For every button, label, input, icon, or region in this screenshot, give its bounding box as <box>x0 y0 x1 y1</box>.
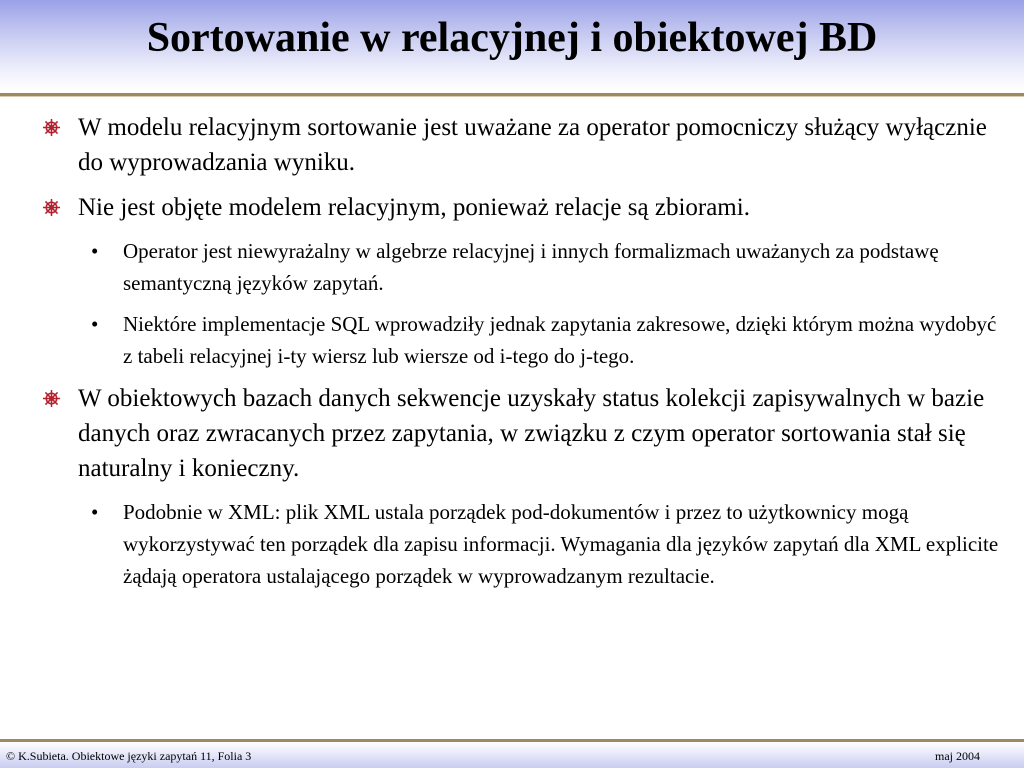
bullet-item <box>78 110 994 180</box>
bullet-dot-icon: • <box>91 312 99 336</box>
sub-bullet-item <box>91 308 1010 372</box>
bullet-item <box>78 190 994 225</box>
bullet-dot-icon: • <box>91 239 99 263</box>
footer-copyright: © K.Subieta. Obiektowe języki zapytań 11, Folia 3 <box>6 749 252 763</box>
footer-date: maj 2004 <box>935 749 980 763</box>
sub-bullet-item <box>91 235 1010 299</box>
bullet-text: W modelu relacyjnym sortowanie jest uważane za operator pomocniczy służący wyłącznie do wyprowadzania wyniku. <box>78 114 987 176</box>
ship-wheel-icon <box>42 389 61 408</box>
slide-content <box>0 110 1024 601</box>
title-divider <box>0 93 1024 97</box>
sub-bullet-text: Podobnie w XML: plik XML ustala porządek pod-dokumentów i przez to użytkownicy mogą wykorzystywać ten porządek dla zapisu informacji. Wymagania dla języków zapytań dla XML explicite żądają operatora ustalającego porządek w wyprowadzanym rezultacie. <box>123 500 999 588</box>
ship-wheel-icon <box>42 198 61 217</box>
sub-bullet-text: Niektóre implementacje SQL wprowadziły jednak zapytania zakresowe, dzięki którym można wydobyć z tabeli relacyjnej i-ty wiersz lub wiersze od i-tego do j-tego. <box>123 312 997 368</box>
ship-wheel-icon <box>42 118 61 137</box>
bullet-text: W obiektowych bazach danych sekwencje uzyskały status kolekcji zapisywalnych w bazie danych oraz zwracanych przez zapytania, w związku z czym operator sortowania stał się naturalny i konieczny. <box>78 385 985 482</box>
sub-bullet-text: Operator jest niewyrażalny w algebrze relacyjnej i innych formalizmach uważanych za podstawę semantyczną języków zapytań. <box>123 239 939 295</box>
bullet-item <box>78 381 994 486</box>
sub-bullet-item <box>91 496 1010 592</box>
bullet-text: Nie jest objęte modelem relacyjnym, ponieważ relacje są zbiorami. <box>78 194 750 221</box>
slide-title: Sortowanie w relacyjnej i obiektowej BD <box>146 15 878 61</box>
footer <box>0 742 1024 768</box>
bullet-dot-icon: • <box>91 500 99 524</box>
